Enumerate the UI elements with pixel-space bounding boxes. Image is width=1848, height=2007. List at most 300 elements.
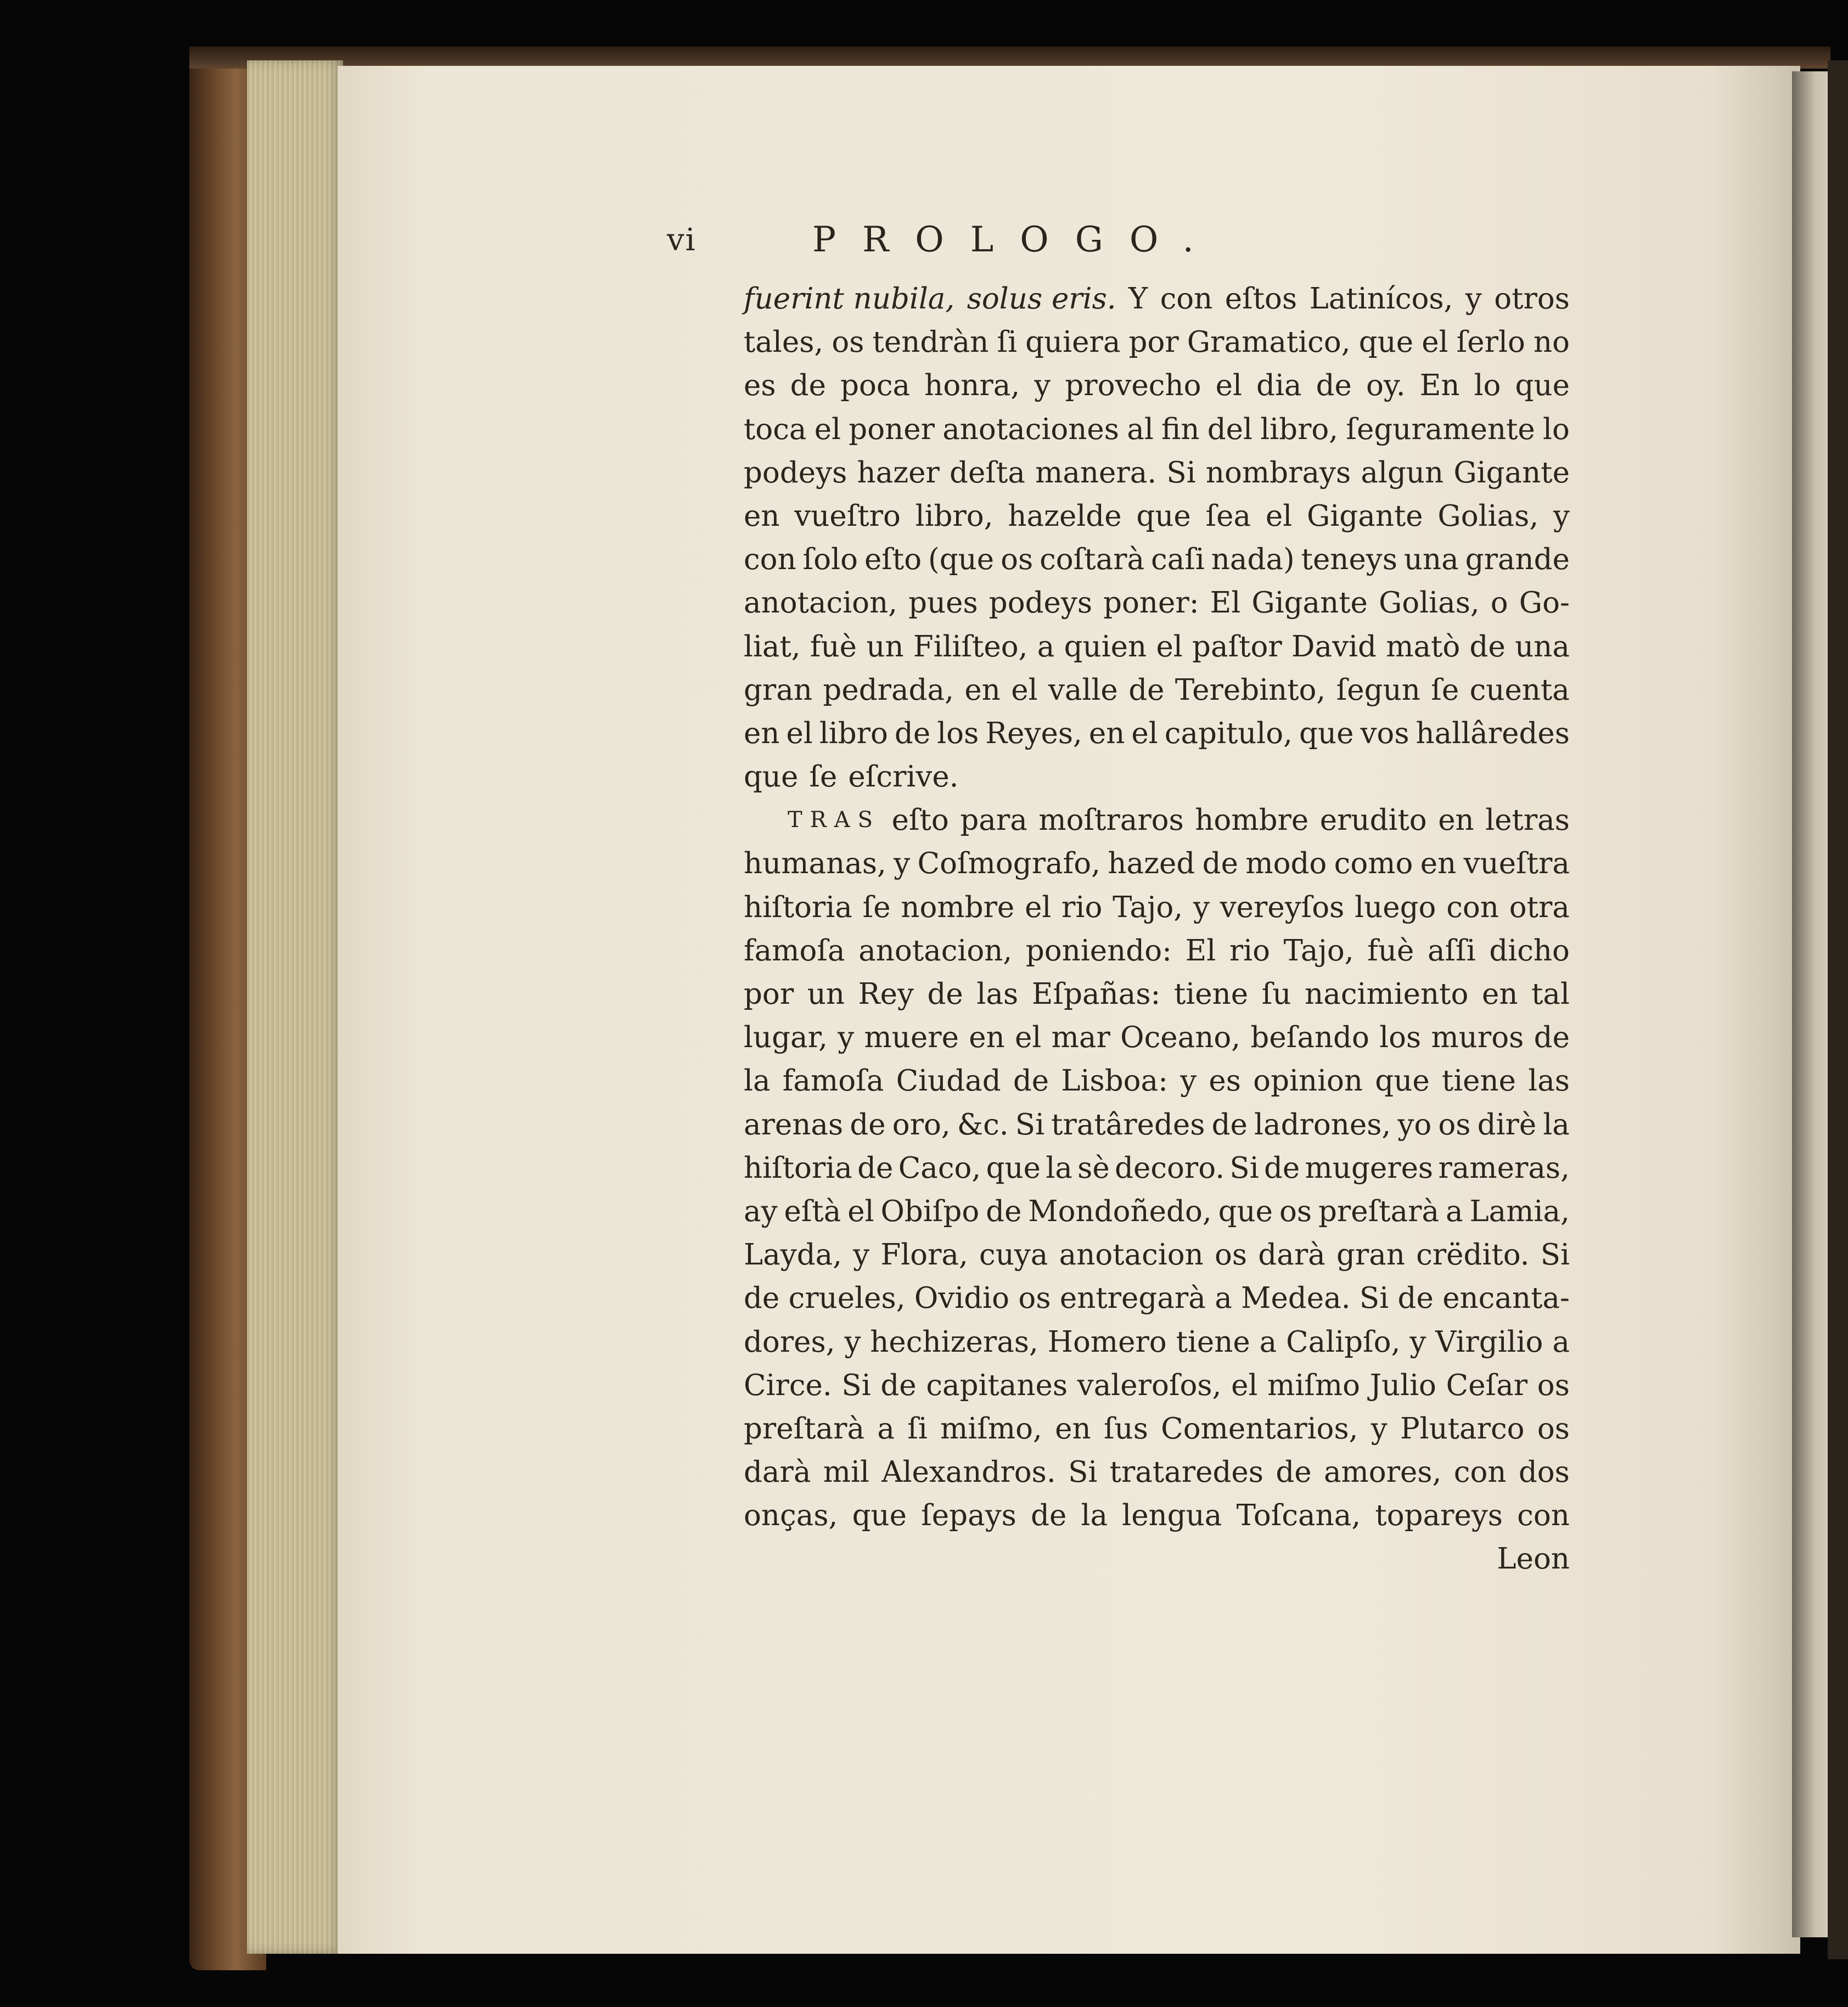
word: El bbox=[1185, 934, 1216, 968]
word: otra bbox=[1509, 890, 1570, 924]
word: letras bbox=[1485, 803, 1570, 837]
word: Coſmografo, bbox=[917, 847, 1101, 881]
word: y bbox=[1180, 1064, 1197, 1098]
word: Filiſteo, bbox=[913, 629, 1028, 664]
word: Mondoñedo, bbox=[1028, 1194, 1212, 1228]
word: gran bbox=[1336, 1238, 1405, 1272]
word: Julio bbox=[1369, 1368, 1436, 1402]
text-line bbox=[744, 1537, 1570, 1581]
word: en bbox=[744, 499, 780, 533]
word: eſtos bbox=[1224, 282, 1297, 316]
word: de bbox=[894, 716, 931, 750]
word: y bbox=[853, 1238, 870, 1272]
word: coſtarà bbox=[1040, 543, 1145, 577]
word: nombre bbox=[901, 890, 1015, 924]
text-line bbox=[744, 886, 1570, 929]
word: os bbox=[1279, 1194, 1312, 1228]
word: Gigante bbox=[1251, 586, 1368, 620]
word: en bbox=[969, 1021, 1005, 1055]
word: teneys bbox=[1301, 543, 1397, 577]
text-line bbox=[744, 1451, 1570, 1494]
word: la bbox=[1081, 1499, 1108, 1533]
word: tal bbox=[1531, 977, 1570, 1011]
word: valle bbox=[1048, 673, 1118, 707]
word: o bbox=[1490, 586, 1508, 620]
word: de bbox=[1316, 369, 1352, 403]
word: ſu bbox=[1261, 977, 1291, 1011]
word: opinion bbox=[1253, 1064, 1363, 1098]
word: el bbox=[1265, 499, 1293, 533]
word: a bbox=[877, 1412, 895, 1446]
word: Gigante bbox=[1307, 499, 1423, 533]
word: con bbox=[1160, 282, 1213, 316]
word: la bbox=[1543, 1107, 1570, 1142]
word: Caco, bbox=[898, 1151, 981, 1185]
word: onças, bbox=[744, 1499, 838, 1533]
word: en bbox=[1482, 977, 1518, 1011]
word: muros bbox=[1431, 1021, 1524, 1055]
word: Si bbox=[1068, 1455, 1098, 1489]
word: ladrones, bbox=[1254, 1107, 1391, 1142]
word: capitulo, bbox=[1164, 716, 1293, 750]
word: valeroſos, bbox=[1077, 1368, 1222, 1402]
word: grande bbox=[1465, 543, 1570, 577]
word: y bbox=[844, 1325, 861, 1359]
word: en bbox=[1420, 847, 1457, 881]
word: al bbox=[1127, 412, 1154, 446]
word: oy. bbox=[1366, 369, 1406, 403]
word: caſi bbox=[1151, 543, 1205, 577]
word: que bbox=[1218, 1194, 1273, 1228]
word: de bbox=[850, 1107, 886, 1142]
word: hiſtoria bbox=[744, 890, 852, 924]
word: de bbox=[1534, 1021, 1570, 1055]
text-line bbox=[744, 321, 1570, 364]
word: famoſa bbox=[744, 934, 845, 968]
word: que bbox=[1136, 499, 1191, 533]
word: darà bbox=[1258, 1238, 1325, 1272]
word: lengua bbox=[1122, 1499, 1222, 1533]
word: amores, bbox=[1323, 1455, 1442, 1489]
word: del bbox=[1207, 412, 1252, 446]
word: el bbox=[1215, 369, 1242, 403]
word: Tajo, bbox=[1113, 890, 1183, 924]
word: ſus bbox=[1103, 1412, 1148, 1446]
word: lugar, bbox=[744, 1021, 828, 1055]
word: hallâredes bbox=[1416, 716, 1570, 750]
word: Rey bbox=[858, 977, 914, 1011]
word: el bbox=[1025, 890, 1052, 924]
word: y bbox=[894, 847, 911, 881]
word: y bbox=[1193, 890, 1210, 924]
word: Oceano, bbox=[1120, 1021, 1241, 1055]
word: sè bbox=[1077, 1151, 1110, 1185]
word: arenas bbox=[744, 1107, 844, 1142]
word: y bbox=[1034, 369, 1051, 403]
word: de bbox=[1013, 1064, 1049, 1098]
word: que bbox=[1515, 369, 1570, 403]
word: hiſtoria bbox=[744, 1151, 852, 1185]
word: Si bbox=[1015, 1107, 1045, 1142]
word: de bbox=[1263, 1151, 1300, 1185]
word: crueles, bbox=[788, 1281, 906, 1315]
word: manera. bbox=[1035, 456, 1157, 490]
facing-page-gutter bbox=[1792, 71, 1833, 1937]
word: solus eris. bbox=[967, 282, 1116, 316]
word: modo bbox=[1245, 847, 1327, 881]
word: miſmo, bbox=[940, 1412, 1042, 1446]
word: mil bbox=[823, 1455, 869, 1489]
facing-cover-edge bbox=[1828, 60, 1848, 1959]
text-line bbox=[744, 494, 1570, 538]
word: con bbox=[744, 543, 796, 577]
word: un bbox=[866, 629, 904, 664]
word: luego bbox=[1355, 890, 1436, 924]
word: ſi bbox=[997, 325, 1018, 359]
word: yo bbox=[1397, 1107, 1432, 1142]
word: libro, bbox=[1260, 412, 1339, 446]
word: Alexandros. bbox=[881, 1455, 1056, 1489]
word: entregarà bbox=[1059, 1281, 1206, 1315]
word: como bbox=[1334, 847, 1413, 881]
word: cuya bbox=[979, 1238, 1048, 1272]
word: os bbox=[832, 325, 864, 359]
word: a bbox=[1215, 1281, 1232, 1315]
word: eſcrive. bbox=[848, 760, 959, 794]
word: de bbox=[1128, 673, 1165, 707]
word: Leon bbox=[1497, 1542, 1570, 1576]
word: vueſtra bbox=[1463, 847, 1570, 881]
word: hombre bbox=[1195, 803, 1309, 837]
text-line bbox=[744, 277, 1570, 321]
word: el bbox=[847, 1194, 874, 1228]
word: de bbox=[927, 977, 963, 1011]
word: os bbox=[1537, 1412, 1570, 1446]
word: dirè bbox=[1477, 1107, 1537, 1142]
word: en bbox=[1055, 1412, 1091, 1446]
text-line bbox=[744, 1190, 1570, 1233]
text-line bbox=[744, 1277, 1570, 1320]
word: fuè bbox=[1367, 934, 1414, 968]
word: el bbox=[1131, 716, 1158, 750]
word: ſe bbox=[1431, 673, 1459, 707]
word: gran bbox=[744, 673, 812, 707]
word: moſtraros bbox=[1038, 803, 1184, 837]
word: en bbox=[1438, 803, 1474, 837]
word: encanta- bbox=[1442, 1281, 1570, 1315]
word: lo bbox=[1474, 369, 1501, 403]
text-line bbox=[744, 581, 1570, 625]
text-line bbox=[744, 1364, 1570, 1407]
word: os bbox=[1438, 1107, 1471, 1142]
word: por bbox=[744, 977, 794, 1011]
word: ſi bbox=[907, 1412, 928, 1446]
word: y bbox=[838, 1021, 855, 1055]
text-line bbox=[744, 712, 1570, 755]
word: podeys bbox=[988, 586, 1093, 620]
text-line bbox=[744, 1059, 1570, 1103]
word: humanas, bbox=[744, 847, 886, 881]
word: ſolo bbox=[802, 543, 858, 577]
word: tratâredes bbox=[1051, 1107, 1205, 1142]
word: anotacion bbox=[1059, 1238, 1204, 1272]
word: Si bbox=[841, 1368, 871, 1402]
word: cuenta bbox=[1469, 673, 1570, 707]
word: Medea. bbox=[1241, 1281, 1351, 1315]
word: los bbox=[1379, 1021, 1422, 1055]
text-line bbox=[744, 1407, 1570, 1451]
word: hazer bbox=[857, 456, 940, 490]
text-line bbox=[744, 1320, 1570, 1364]
word: En bbox=[1419, 369, 1460, 403]
word: por bbox=[1128, 325, 1179, 359]
word: que bbox=[1375, 1064, 1430, 1098]
word: de bbox=[1397, 1281, 1434, 1315]
word: paſtor bbox=[1192, 629, 1282, 664]
word: os bbox=[1018, 1281, 1051, 1315]
text-line bbox=[744, 538, 1570, 581]
word: vueſtro bbox=[794, 499, 901, 533]
word: de bbox=[1202, 847, 1238, 881]
page-number: vi bbox=[667, 222, 696, 258]
word: para bbox=[960, 803, 1027, 837]
word: podeys bbox=[744, 456, 847, 490]
text-line bbox=[744, 451, 1570, 494]
word: hazelde bbox=[1008, 499, 1122, 533]
word: algun bbox=[1361, 456, 1444, 490]
word: con bbox=[1446, 890, 1499, 924]
word: Toſcana, bbox=[1236, 1499, 1361, 1533]
word: el bbox=[814, 412, 841, 446]
word: os bbox=[1215, 1238, 1248, 1272]
word: anotacion, bbox=[744, 586, 898, 620]
word: toca bbox=[744, 412, 807, 446]
word: preſtarà bbox=[1318, 1194, 1440, 1228]
word: beſando bbox=[1250, 1021, 1369, 1055]
word: Eſpañas: bbox=[1031, 977, 1161, 1011]
word: Y bbox=[1128, 282, 1148, 316]
word: las bbox=[976, 977, 1019, 1011]
word: (que bbox=[928, 543, 995, 577]
word: Plutarco bbox=[1400, 1412, 1525, 1446]
word: eſtà bbox=[784, 1194, 841, 1228]
word: a bbox=[1552, 1325, 1570, 1359]
word: que bbox=[852, 1499, 907, 1533]
word: darà bbox=[744, 1455, 811, 1489]
word: Homero bbox=[1047, 1325, 1167, 1359]
word: es bbox=[1209, 1064, 1241, 1098]
word: Si bbox=[1166, 456, 1196, 490]
word: hechizeras, bbox=[870, 1325, 1038, 1359]
word: en bbox=[744, 716, 780, 750]
word: el bbox=[1231, 1368, 1258, 1402]
word: deſta bbox=[950, 456, 1025, 490]
word: famoſa bbox=[782, 1064, 884, 1098]
word: tiene bbox=[1441, 1064, 1516, 1098]
word: matò bbox=[1386, 629, 1461, 664]
word: las bbox=[1528, 1064, 1570, 1098]
word: fuerint nubila, bbox=[744, 282, 955, 316]
running-title: PROLOGO. bbox=[812, 220, 1220, 260]
word: de bbox=[857, 1151, 894, 1185]
word: rio bbox=[1229, 934, 1271, 968]
word: preſtarà bbox=[744, 1412, 865, 1446]
prologue-text bbox=[744, 277, 1570, 1581]
word: y bbox=[1370, 1412, 1388, 1446]
word: fuè bbox=[810, 629, 857, 664]
word: tiene bbox=[1174, 977, 1249, 1011]
word: topareys bbox=[1375, 1499, 1503, 1533]
word: de bbox=[880, 1368, 917, 1402]
text-line bbox=[744, 408, 1570, 451]
word: otros bbox=[1494, 282, 1570, 316]
word: el bbox=[786, 716, 813, 750]
word: de bbox=[1276, 1455, 1312, 1489]
text-line bbox=[744, 1103, 1570, 1146]
word: os bbox=[1537, 1368, 1570, 1402]
word: Flora, bbox=[880, 1238, 968, 1272]
word: con bbox=[1517, 1499, 1570, 1533]
word: a bbox=[1445, 1194, 1463, 1228]
word: quien bbox=[1064, 629, 1147, 664]
word: la bbox=[1046, 1151, 1072, 1185]
word: David bbox=[1291, 629, 1377, 664]
word: Obiſpo bbox=[880, 1194, 980, 1228]
word: a bbox=[1037, 629, 1055, 664]
word: poca bbox=[840, 369, 911, 403]
word: Calipſo, bbox=[1286, 1325, 1401, 1359]
word: Golias, bbox=[1378, 586, 1480, 620]
text-line bbox=[744, 668, 1570, 712]
word: y bbox=[1465, 282, 1482, 316]
cover-top-edge bbox=[189, 47, 1830, 69]
text-line bbox=[744, 1494, 1570, 1537]
word: dos bbox=[1518, 1455, 1570, 1489]
word: y bbox=[1553, 499, 1570, 533]
word: ſeguramente bbox=[1346, 412, 1535, 446]
word: que bbox=[1358, 325, 1414, 359]
word: eſto bbox=[864, 543, 922, 577]
text-line bbox=[744, 929, 1570, 972]
word: en bbox=[1088, 716, 1125, 750]
text-line bbox=[744, 625, 1570, 668]
word: Gramatico, bbox=[1187, 325, 1351, 359]
word: Terebinto, bbox=[1175, 673, 1326, 707]
word: rio bbox=[1061, 890, 1103, 924]
word: de bbox=[1469, 629, 1506, 664]
word: es bbox=[744, 369, 776, 403]
word: capitanes bbox=[926, 1368, 1068, 1402]
word: a bbox=[1259, 1325, 1277, 1359]
text-line bbox=[744, 364, 1570, 407]
word: miſmo bbox=[1267, 1368, 1361, 1402]
word: rameras, bbox=[1438, 1151, 1570, 1185]
word: crëdito. bbox=[1416, 1238, 1530, 1272]
word: poner: bbox=[1103, 586, 1199, 620]
word: pedrada, bbox=[823, 673, 954, 707]
word: nacimiento bbox=[1305, 977, 1469, 1011]
word: nombrays bbox=[1205, 456, 1351, 490]
word: no bbox=[1533, 325, 1570, 359]
word: la bbox=[744, 1064, 771, 1098]
word: un bbox=[807, 977, 845, 1011]
word: Circe. bbox=[744, 1368, 832, 1402]
word: ſe bbox=[809, 760, 838, 794]
word: dia bbox=[1256, 369, 1302, 403]
text-line bbox=[744, 972, 1570, 1016]
word: nada) bbox=[1211, 543, 1295, 577]
word: tendràn bbox=[872, 325, 989, 359]
word: Ovidio bbox=[914, 1281, 1010, 1315]
word: mar bbox=[1051, 1021, 1110, 1055]
word: Virgilio bbox=[1435, 1325, 1543, 1359]
word: Gigante bbox=[1453, 456, 1570, 490]
word: Ciudad bbox=[896, 1064, 1001, 1098]
word: Si bbox=[1229, 1151, 1259, 1185]
word: que bbox=[744, 760, 799, 794]
word: TRAS bbox=[788, 807, 881, 833]
word: dores, bbox=[744, 1325, 835, 1359]
word: en bbox=[964, 673, 1001, 707]
word: Comentarios, bbox=[1161, 1412, 1358, 1446]
word: el bbox=[1015, 1021, 1042, 1055]
word: ſea bbox=[1205, 499, 1251, 533]
text-line bbox=[744, 799, 1570, 842]
word: de bbox=[986, 1194, 1022, 1228]
word: ſerlo bbox=[1456, 325, 1525, 359]
word: de bbox=[744, 1281, 780, 1315]
text-line bbox=[744, 1233, 1570, 1277]
word: el bbox=[1011, 673, 1038, 707]
word: Lamia, bbox=[1469, 1194, 1570, 1228]
word: Ceſar bbox=[1446, 1368, 1528, 1402]
page-stack bbox=[247, 60, 343, 1954]
text-line bbox=[744, 1016, 1570, 1059]
word: Reyes, bbox=[985, 716, 1082, 750]
word: y bbox=[1409, 1325, 1426, 1359]
word: anotaciones bbox=[942, 412, 1119, 446]
word: os bbox=[1001, 543, 1033, 577]
word: mugeres bbox=[1305, 1151, 1434, 1185]
word: Latinícos, bbox=[1309, 282, 1453, 316]
word: honra, bbox=[924, 369, 1020, 403]
word: Si bbox=[1540, 1238, 1570, 1272]
word: Lisboa: bbox=[1061, 1064, 1169, 1098]
word: decoro. bbox=[1115, 1151, 1225, 1185]
word: poner bbox=[849, 412, 935, 446]
word: muere bbox=[864, 1021, 959, 1055]
word: quiera bbox=[1025, 325, 1121, 359]
word: dicho bbox=[1489, 934, 1570, 968]
word: eſto bbox=[891, 803, 949, 837]
word: que bbox=[986, 1151, 1041, 1185]
word: una bbox=[1515, 629, 1570, 664]
word: ſepays bbox=[921, 1499, 1016, 1533]
word: de bbox=[1031, 1499, 1067, 1533]
word: liat, bbox=[744, 629, 801, 664]
word: Go- bbox=[1519, 586, 1570, 620]
word: vereyſos bbox=[1220, 890, 1345, 924]
word: tiene bbox=[1176, 1325, 1250, 1359]
word: libro, bbox=[915, 499, 993, 533]
word: hazed bbox=[1108, 847, 1195, 881]
word: con bbox=[1453, 1455, 1507, 1489]
word: Si bbox=[1359, 1281, 1389, 1315]
word: los bbox=[937, 716, 979, 750]
word: vos bbox=[1360, 716, 1409, 750]
text-line bbox=[744, 755, 1570, 799]
word: ay bbox=[744, 1194, 778, 1228]
